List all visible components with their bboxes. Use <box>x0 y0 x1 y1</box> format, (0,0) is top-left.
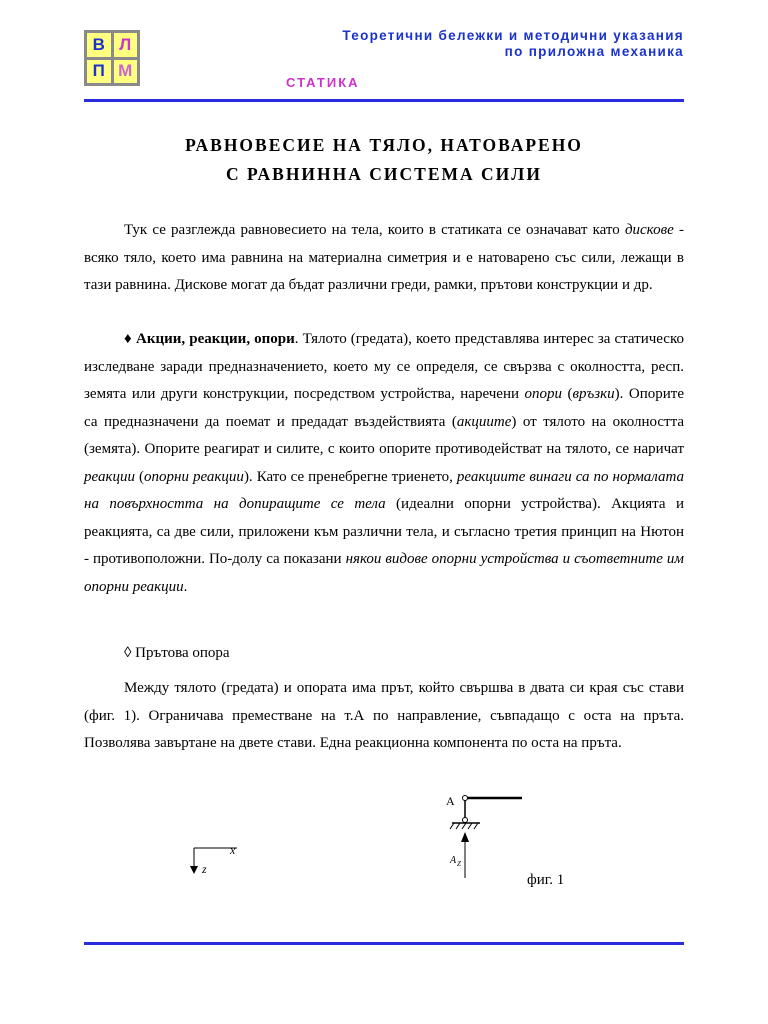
emphasis: дискове <box>624 222 674 238</box>
paragraph-supports <box>84 326 684 601</box>
text: ). Опорите са предназначени да поемат и предадат въздействията ( <box>84 386 684 430</box>
text: Тук се разглежда равновесието на тела, които в статиката се означават като <box>124 222 625 238</box>
text: . <box>183 578 188 595</box>
section-label: СТАТИКА <box>286 75 360 90</box>
footer-divider <box>84 942 684 945</box>
reaction-label: A <box>450 855 457 866</box>
hinge-bottom <box>463 818 468 823</box>
ground-hatch <box>450 823 478 829</box>
point-a-label: A <box>446 794 455 808</box>
emphasis: акциите <box>456 413 512 430</box>
subheading-rod-support <box>84 640 684 668</box>
emphasis: опорни реакции <box>144 468 244 485</box>
header-divider <box>84 99 684 102</box>
text: (идеални опорни устройства). Акцията и реакцията, са две сили, приложени към различни тела, и съгласно третия принцип на Нютон - противоположни. По-долу са показани <box>84 496 684 567</box>
text: - всяко тяло, което има равнина на материална симетрия и е натоварено със сили, лежащи в тази равнина. Дискове могат да бъдат различни греди, рамки, прътови конструкции и др. <box>84 222 684 293</box>
text: ). Като се пренебрегне триенето, <box>243 468 457 485</box>
axis-x-label: x <box>230 843 236 857</box>
logo-letter: М <box>114 60 138 84</box>
text: ( <box>562 386 573 402</box>
text: Между тялото (гредата) и опората има прът, който свършва в двата си края със стави (фиг. 1). Ограничава преместване на т.А по направление, съвпадащо с оста на пръта. Позволява завъртане на двете стави. Една реакционна компонента по оста на пръта. <box>84 680 684 751</box>
bullet-icon: ♦ <box>124 331 132 347</box>
axis-z-label: z <box>202 862 207 876</box>
emphasis: реакции <box>84 468 135 485</box>
bold-term: Акции, реакции, опори <box>136 331 295 347</box>
paragraph-rod-support <box>84 675 684 758</box>
logo-letter: В <box>87 33 111 57</box>
title-line-2: С РАВНИННА СИСТЕМА СИЛИ <box>226 164 542 184</box>
header-line-1: Теоретични бележки и методични указания <box>342 28 684 43</box>
reaction-arrow-head <box>461 832 469 842</box>
logo-letter: Л <box>114 33 138 57</box>
logo-letter: П <box>87 60 111 84</box>
emphasis: реакциите винаги са по нормалата на повърхността на допиращите се тела <box>84 468 685 512</box>
title-line-1: РАВНОВЕСИЕ НА ТЯЛО, НАТОВАРЕНО <box>185 135 583 155</box>
emphasis: някои видове опорни устройства и съответните им опорни реакции <box>84 551 684 595</box>
text: . Тялото (гредата), което представлява интерес за статическо изследване заради предназначението, което му се определя, се свързва с околността, респ. земята или други конструкции, посредством устройства, наречени <box>84 331 684 402</box>
text: ( <box>134 468 144 485</box>
reaction-subscript: Z <box>457 860 461 868</box>
z-axis-arrow <box>190 866 198 874</box>
paragraph-intro <box>84 217 684 300</box>
header-line-2: по приложна механика <box>504 44 684 59</box>
page-title <box>84 131 684 189</box>
header-title <box>342 28 684 60</box>
text: ) от тялото на околността (земята). Опорите реагират и силите, с които опорите противодействат на тялото, се наричат <box>84 413 684 457</box>
figure-caption: фиг. 1 <box>527 872 565 888</box>
emphasis: връзки <box>572 386 615 402</box>
logo <box>84 30 140 86</box>
support-diagram <box>440 790 540 890</box>
subheading-text: ◊ Прътова опора <box>124 645 230 661</box>
emphasis: опори <box>524 386 562 402</box>
hinge-top <box>463 796 468 801</box>
axis-diagram <box>182 838 252 888</box>
